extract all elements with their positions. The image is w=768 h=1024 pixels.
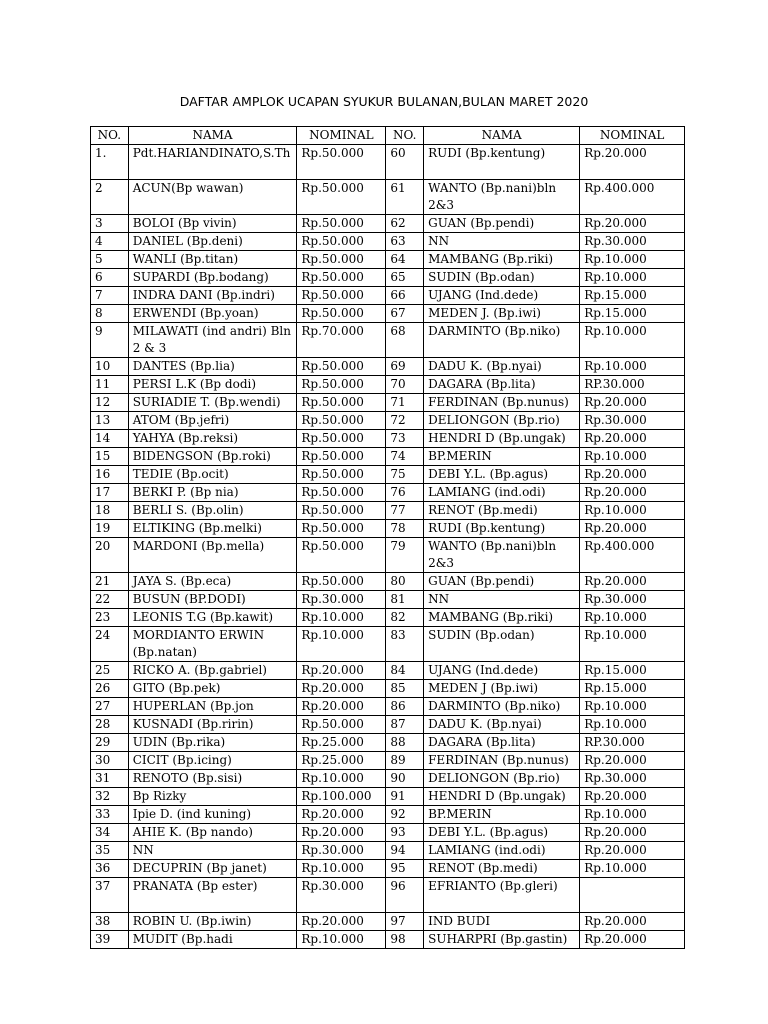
- cell-nominal-left: Rp.20.000: [297, 698, 386, 716]
- cell-nominal-right: Rp.20.000: [580, 430, 685, 448]
- cell-nama-left: MILAWATI (ind andri) Bln 2 & 3: [128, 323, 297, 358]
- cell-no-right: 73: [386, 430, 424, 448]
- cell-nama-left: MUDIT (Bp.hadi: [128, 931, 297, 949]
- cell-no-right: 63: [386, 233, 424, 251]
- cell-nama-right: NN: [424, 591, 580, 609]
- cell-nominal-left: Rp.20.000: [297, 913, 386, 931]
- cell-nominal-left: Rp.20.000: [297, 680, 386, 698]
- cell-nominal-right: Rp.10.000: [580, 860, 685, 878]
- table-row: [91, 502, 685, 520]
- table-row: [91, 878, 685, 913]
- cell-nominal-left: Rp.50.000: [297, 394, 386, 412]
- cell-no-right: 71: [386, 394, 424, 412]
- cell-no-left: 37: [91, 878, 129, 913]
- cell-nominal-left: Rp.30.000: [297, 591, 386, 609]
- cell-nama-left: PRANATA (Bp ester): [128, 878, 297, 913]
- cell-nama-left: BUSUN (BP.DODI): [128, 591, 297, 609]
- cell-nominal-left: Rp.20.000: [297, 662, 386, 680]
- cell-nominal-right: RP.30.000: [580, 734, 685, 752]
- cell-nama-left: AHIE K. (Bp nando): [128, 824, 297, 842]
- cell-nominal-right: Rp.10.000: [580, 358, 685, 376]
- cell-nama-right: UJANG (Ind.dede): [424, 287, 580, 305]
- cell-nama-left: GITO (Bp.pek): [128, 680, 297, 698]
- cell-nominal-right: Rp.10.000: [580, 502, 685, 520]
- cell-nama-left: YAHYA (Bp.reksi): [128, 430, 297, 448]
- table-row: [91, 215, 685, 233]
- cell-nominal-right: RP.30.000: [580, 376, 685, 394]
- cell-no-left: 21: [91, 573, 129, 591]
- cell-no-left: 11: [91, 376, 129, 394]
- cell-no-left: 19: [91, 520, 129, 538]
- cell-no-right: 70: [386, 376, 424, 394]
- cell-nominal-right: Rp.10.000: [580, 627, 685, 662]
- cell-nama-left: DECUPRIN (Bp janet): [128, 860, 297, 878]
- cell-nominal-right: Rp.15.000: [580, 662, 685, 680]
- table-row: [91, 376, 685, 394]
- table-row: [91, 627, 685, 662]
- cell-no-left: 9: [91, 323, 129, 358]
- cell-nama-right: UJANG (Ind.dede): [424, 662, 580, 680]
- cell-nama-right: RENOT (Bp.medi): [424, 860, 580, 878]
- cell-no-right: 74: [386, 448, 424, 466]
- cell-nama-right: LAMIANG (ind.odi): [424, 842, 580, 860]
- cell-nominal-right: Rp.20.000: [580, 788, 685, 806]
- cell-nama-left: BIDENGSON (Bp.roki): [128, 448, 297, 466]
- cell-no-right: 92: [386, 806, 424, 824]
- cell-nominal-left: Rp.10.000: [297, 609, 386, 627]
- cell-nominal-right: Rp.10.000: [580, 251, 685, 269]
- cell-nominal-left: Rp.100.000: [297, 788, 386, 806]
- cell-nama-right: SUHARPRI (Bp.gastin): [424, 931, 580, 949]
- cell-nama-left: KUSNADI (Bp.ririn): [128, 716, 297, 734]
- cell-nama-left: BOLOI (Bp vivin): [128, 215, 297, 233]
- cell-nama-left: MORDIANTO ERWIN (Bp.natan): [128, 627, 297, 662]
- cell-nominal-left: Rp.25.000: [297, 752, 386, 770]
- cell-nominal-left: Rp.50.000: [297, 573, 386, 591]
- cell-nama-right: NN: [424, 233, 580, 251]
- cell-nominal-right: Rp.20.000: [580, 573, 685, 591]
- cell-no-left: 10: [91, 358, 129, 376]
- cell-nominal-left: Rp.50.000: [297, 520, 386, 538]
- cell-no-left: 17: [91, 484, 129, 502]
- cell-nominal-left: Rp.10.000: [297, 931, 386, 949]
- table-row: [91, 394, 685, 412]
- table-row: [91, 145, 685, 180]
- cell-nominal-left: Rp.50.000: [297, 215, 386, 233]
- cell-nominal-right: Rp.10.000: [580, 269, 685, 287]
- cell-nominal-left: Rp.50.000: [297, 716, 386, 734]
- cell-no-right: 87: [386, 716, 424, 734]
- cell-nominal-left: Rp.50.000: [297, 502, 386, 520]
- cell-nama-right: MEDEN J. (Bp.iwi): [424, 305, 580, 323]
- cell-nama-left: SURIADIE T. (Bp.wendi): [128, 394, 297, 412]
- cell-nominal-right: Rp.10.000: [580, 716, 685, 734]
- cell-no-right: 95: [386, 860, 424, 878]
- cell-no-left: 12: [91, 394, 129, 412]
- table-row: [91, 609, 685, 627]
- header-no-left: NO.: [91, 127, 129, 145]
- cell-nama-right: BP.MERIN: [424, 448, 580, 466]
- cell-no-right: 91: [386, 788, 424, 806]
- cell-nama-left: PERSI L.K (Bp dodi): [128, 376, 297, 394]
- cell-nominal-right: Rp.400.000: [580, 180, 685, 215]
- table-row: [91, 287, 685, 305]
- cell-no-left: 35: [91, 842, 129, 860]
- cell-nama-left: JAYA S. (Bp.eca): [128, 573, 297, 591]
- cell-nama-right: MEDEN J (Bp.iwi): [424, 680, 580, 698]
- cell-no-left: 2: [91, 180, 129, 215]
- cell-nama-left: DANIEL (Bp.deni): [128, 233, 297, 251]
- cell-nominal-left: Rp.50.000: [297, 376, 386, 394]
- table-row: [91, 842, 685, 860]
- cell-nama-left: ROBIN U. (Bp.iwin): [128, 913, 297, 931]
- cell-nominal-left: Rp.50.000: [297, 251, 386, 269]
- cell-nama-left: TEDIE (Bp.ocit): [128, 466, 297, 484]
- cell-no-left: 18: [91, 502, 129, 520]
- table-row: [91, 698, 685, 716]
- donation-table: [90, 126, 685, 949]
- table-row: [91, 931, 685, 949]
- cell-nominal-right: Rp.20.000: [580, 520, 685, 538]
- cell-nominal-right: Rp.20.000: [580, 913, 685, 931]
- cell-no-right: 80: [386, 573, 424, 591]
- cell-nama-right: DARMINTO (Bp.niko): [424, 698, 580, 716]
- cell-nominal-left: Rp.50.000: [297, 466, 386, 484]
- cell-no-right: 79: [386, 538, 424, 573]
- cell-no-left: 6: [91, 269, 129, 287]
- cell-nominal-left: Rp.10.000: [297, 860, 386, 878]
- cell-nominal-right: Rp.400.000: [580, 538, 685, 573]
- cell-nominal-right: Rp.20.000: [580, 484, 685, 502]
- cell-nominal-right: Rp.20.000: [580, 215, 685, 233]
- cell-no-right: 82: [386, 609, 424, 627]
- cell-no-left: 26: [91, 680, 129, 698]
- table-row: [91, 680, 685, 698]
- cell-no-right: 66: [386, 287, 424, 305]
- table-row: [91, 251, 685, 269]
- cell-no-right: 62: [386, 215, 424, 233]
- header-nominal-right: NOMINAL: [580, 127, 685, 145]
- table-row: [91, 752, 685, 770]
- cell-nominal-left: Rp.20.000: [297, 806, 386, 824]
- cell-no-right: 94: [386, 842, 424, 860]
- cell-no-left: 31: [91, 770, 129, 788]
- cell-nama-right: GUAN (Bp.pendi): [424, 573, 580, 591]
- header-nama-left: NAMA: [128, 127, 297, 145]
- cell-no-right: 98: [386, 931, 424, 949]
- cell-no-right: 72: [386, 412, 424, 430]
- table-row: [91, 484, 685, 502]
- table-row: [91, 180, 685, 215]
- cell-nama-right: DEBI Y.L. (Bp.agus): [424, 824, 580, 842]
- cell-nominal-left: Rp.20.000: [297, 824, 386, 842]
- table-row: [91, 233, 685, 251]
- cell-no-left: 20: [91, 538, 129, 573]
- table-row: [91, 430, 685, 448]
- cell-nominal-left: Rp.50.000: [297, 145, 386, 180]
- cell-nominal-right: Rp.10.000: [580, 609, 685, 627]
- cell-nama-right: RUDI (Bp.kentung): [424, 520, 580, 538]
- cell-no-right: 90: [386, 770, 424, 788]
- cell-no-left: 5: [91, 251, 129, 269]
- cell-nominal-right: Rp.10.000: [580, 448, 685, 466]
- table-row: [91, 305, 685, 323]
- cell-no-right: 89: [386, 752, 424, 770]
- cell-no-left: 39: [91, 931, 129, 949]
- cell-no-right: 88: [386, 734, 424, 752]
- cell-nominal-left: Rp.50.000: [297, 180, 386, 215]
- cell-no-left: 16: [91, 466, 129, 484]
- cell-nama-right: DAGARA (Bp.lita): [424, 376, 580, 394]
- header-no-right: NO.: [386, 127, 424, 145]
- cell-no-left: 23: [91, 609, 129, 627]
- cell-no-right: 65: [386, 269, 424, 287]
- cell-no-right: 68: [386, 323, 424, 358]
- cell-nama-left: CICIT (Bp.icing): [128, 752, 297, 770]
- cell-nama-left: LEONIS T.G (Bp.kawit): [128, 609, 297, 627]
- cell-no-left: 34: [91, 824, 129, 842]
- cell-no-left: 15: [91, 448, 129, 466]
- cell-no-left: 4: [91, 233, 129, 251]
- cell-nama-right: WANTO (Bp.nani)bln 2&3: [424, 180, 580, 215]
- cell-nominal-right: Rp.20.000: [580, 931, 685, 949]
- cell-nama-right: FERDINAN (Bp.nunus): [424, 752, 580, 770]
- cell-nominal-right: Rp.20.000: [580, 394, 685, 412]
- cell-nama-left: RICKO A. (Bp.gabriel): [128, 662, 297, 680]
- cell-nama-left: RENOTO (Bp.sisi): [128, 770, 297, 788]
- cell-nominal-right: Rp.20.000: [580, 466, 685, 484]
- cell-nama-left: UDIN (Bp.rika): [128, 734, 297, 752]
- cell-no-right: 93: [386, 824, 424, 842]
- cell-nominal-right: Rp.10.000: [580, 698, 685, 716]
- cell-nama-right: SUDIN (Bp.odan): [424, 269, 580, 287]
- cell-no-left: 32: [91, 788, 129, 806]
- cell-no-left: 24: [91, 627, 129, 662]
- cell-nama-right: DELIONGON (Bp.rio): [424, 770, 580, 788]
- cell-nama-right: DARMINTO (Bp.niko): [424, 323, 580, 358]
- cell-nama-right: BP.MERIN: [424, 806, 580, 824]
- cell-nominal-left: Rp.30.000: [297, 878, 386, 913]
- cell-no-left: 7: [91, 287, 129, 305]
- cell-no-right: 83: [386, 627, 424, 662]
- table-row: [91, 662, 685, 680]
- cell-nominal-right: Rp.30.000: [580, 233, 685, 251]
- table-row: [91, 269, 685, 287]
- cell-no-left: 1.: [91, 145, 129, 180]
- cell-nama-right: MAMBANG (Bp.riki): [424, 609, 580, 627]
- cell-no-left: 36: [91, 860, 129, 878]
- cell-nama-right: SUDIN (Bp.odan): [424, 627, 580, 662]
- cell-nama-right: WANTO (Bp.nani)bln 2&3: [424, 538, 580, 573]
- cell-nama-right: DEBI Y.L. (Bp.agus): [424, 466, 580, 484]
- cell-nama-right: GUAN (Bp.pendi): [424, 215, 580, 233]
- header-nominal-left: NOMINAL: [297, 127, 386, 145]
- cell-nominal-right: Rp.15.000: [580, 680, 685, 698]
- cell-nama-right: IND BUDI: [424, 913, 580, 931]
- cell-nominal-left: Rp.50.000: [297, 484, 386, 502]
- cell-nama-right: EFRIANTO (Bp.gleri): [424, 878, 580, 913]
- cell-nama-left: BERKI P. (Bp nia): [128, 484, 297, 502]
- cell-no-left: 8: [91, 305, 129, 323]
- cell-nominal-left: Rp.10.000: [297, 770, 386, 788]
- cell-no-right: 67: [386, 305, 424, 323]
- cell-nama-right: FERDINAN (Bp.nunus): [424, 394, 580, 412]
- cell-no-left: 38: [91, 913, 129, 931]
- cell-nominal-right: Rp.10.000: [580, 323, 685, 358]
- cell-nama-left: DANTES (Bp.lia): [128, 358, 297, 376]
- table-row: [91, 412, 685, 430]
- cell-nominal-left: Rp.50.000: [297, 412, 386, 430]
- cell-nama-left: BERLI S. (Bp.olin): [128, 502, 297, 520]
- table-row: [91, 913, 685, 931]
- cell-no-left: 29: [91, 734, 129, 752]
- cell-no-left: 28: [91, 716, 129, 734]
- cell-no-right: 77: [386, 502, 424, 520]
- cell-nama-left: Pdt.HARIANDINATO,S.Th: [128, 145, 297, 180]
- table-row: [91, 520, 685, 538]
- cell-nominal-right: Rp.30.000: [580, 412, 685, 430]
- cell-nama-left: INDRA DANI (Bp.indri): [128, 287, 297, 305]
- cell-nominal-right: Rp.15.000: [580, 287, 685, 305]
- cell-nama-left: HUPERLAN (Bp.jon: [128, 698, 297, 716]
- table-header-row: [91, 127, 685, 145]
- table-row: [91, 734, 685, 752]
- cell-no-right: 75: [386, 466, 424, 484]
- cell-nominal-left: Rp.10.000: [297, 627, 386, 662]
- cell-nama-left: WANLI (Bp.titan): [128, 251, 297, 269]
- table-row: [91, 860, 685, 878]
- cell-nama-right: DAGARA (Bp.lita): [424, 734, 580, 752]
- cell-no-right: 81: [386, 591, 424, 609]
- cell-nominal-left: Rp.30.000: [297, 842, 386, 860]
- cell-nama-right: HENDRI D (Bp.ungak): [424, 430, 580, 448]
- cell-nominal-right: Rp.20.000: [580, 824, 685, 842]
- cell-nominal-left: Rp.50.000: [297, 538, 386, 573]
- table-row: [91, 716, 685, 734]
- cell-no-right: 61: [386, 180, 424, 215]
- cell-nominal-left: Rp.50.000: [297, 233, 386, 251]
- cell-no-right: 76: [386, 484, 424, 502]
- table-row: [91, 466, 685, 484]
- cell-no-right: 64: [386, 251, 424, 269]
- table-row: [91, 824, 685, 842]
- cell-nama-right: HENDRI D (Bp.ungak): [424, 788, 580, 806]
- cell-no-right: 85: [386, 680, 424, 698]
- cell-no-right: 97: [386, 913, 424, 931]
- cell-nama-right: LAMIANG (ind.odi): [424, 484, 580, 502]
- header-nama-right: NAMA: [424, 127, 580, 145]
- cell-nominal-right: Rp.15.000: [580, 305, 685, 323]
- cell-nama-left: ERWENDI (Bp.yoan): [128, 305, 297, 323]
- cell-no-right: 84: [386, 662, 424, 680]
- cell-nominal-left: Rp.50.000: [297, 448, 386, 466]
- document-title: DAFTAR AMPLOK UCAPAN SYUKUR BULANAN,BULAN MARET 2020: [179, 94, 589, 109]
- cell-nama-right: DADU K. (Bp.nyai): [424, 358, 580, 376]
- cell-no-left: 30: [91, 752, 129, 770]
- cell-no-left: 14: [91, 430, 129, 448]
- cell-nominal-left: Rp.50.000: [297, 430, 386, 448]
- cell-nama-left: SUPARDI (Bp.bodang): [128, 269, 297, 287]
- table-row: [91, 323, 685, 358]
- cell-no-left: 22: [91, 591, 129, 609]
- cell-nominal-right: Rp.30.000: [580, 770, 685, 788]
- cell-nominal-right: Rp.20.000: [580, 752, 685, 770]
- cell-nominal-right: Rp.30.000: [580, 591, 685, 609]
- cell-nominal-left: Rp.25.000: [297, 734, 386, 752]
- table-row: [91, 591, 685, 609]
- cell-nama-right: DADU K. (Bp.nyai): [424, 716, 580, 734]
- cell-nama-left: MARDONI (Bp.mella): [128, 538, 297, 573]
- cell-nominal-left: Rp.50.000: [297, 287, 386, 305]
- cell-nama-left: Bp Rizky: [128, 788, 297, 806]
- cell-nama-left: Ipie D. (ind kuning): [128, 806, 297, 824]
- cell-nominal-left: Rp.70.000: [297, 323, 386, 358]
- cell-nominal-right: Rp.10.000: [580, 806, 685, 824]
- table-row: [91, 358, 685, 376]
- cell-no-right: 60: [386, 145, 424, 180]
- cell-nama-left: ACUN(Bp wawan): [128, 180, 297, 215]
- cell-nominal-left: Rp.50.000: [297, 358, 386, 376]
- cell-nominal-left: Rp.50.000: [297, 269, 386, 287]
- cell-nominal-left: Rp.50.000: [297, 305, 386, 323]
- table-row: [91, 806, 685, 824]
- cell-nominal-right: [580, 878, 685, 913]
- cell-nominal-right: Rp.20.000: [580, 145, 685, 180]
- cell-nama-right: RUDI (Bp.kentung): [424, 145, 580, 180]
- cell-nominal-right: Rp.20.000: [580, 842, 685, 860]
- cell-no-right: 69: [386, 358, 424, 376]
- cell-nama-left: ATOM (Bp.jefri): [128, 412, 297, 430]
- cell-no-left: 27: [91, 698, 129, 716]
- cell-no-right: 86: [386, 698, 424, 716]
- table-row: [91, 538, 685, 573]
- cell-no-left: 13: [91, 412, 129, 430]
- cell-nama-right: DELIONGON (Bp.rio): [424, 412, 580, 430]
- table-row: [91, 573, 685, 591]
- cell-nama-left: ELTIKING (Bp.melki): [128, 520, 297, 538]
- table-row: [91, 770, 685, 788]
- cell-no-left: 33: [91, 806, 129, 824]
- cell-nama-right: MAMBANG (Bp.riki): [424, 251, 580, 269]
- cell-nama-right: RENOT (Bp.medi): [424, 502, 580, 520]
- cell-no-right: 78: [386, 520, 424, 538]
- table-row: [91, 448, 685, 466]
- table-row: [91, 788, 685, 806]
- cell-nama-left: NN: [128, 842, 297, 860]
- cell-no-left: 3: [91, 215, 129, 233]
- cell-no-left: 25: [91, 662, 129, 680]
- cell-no-right: 96: [386, 878, 424, 913]
